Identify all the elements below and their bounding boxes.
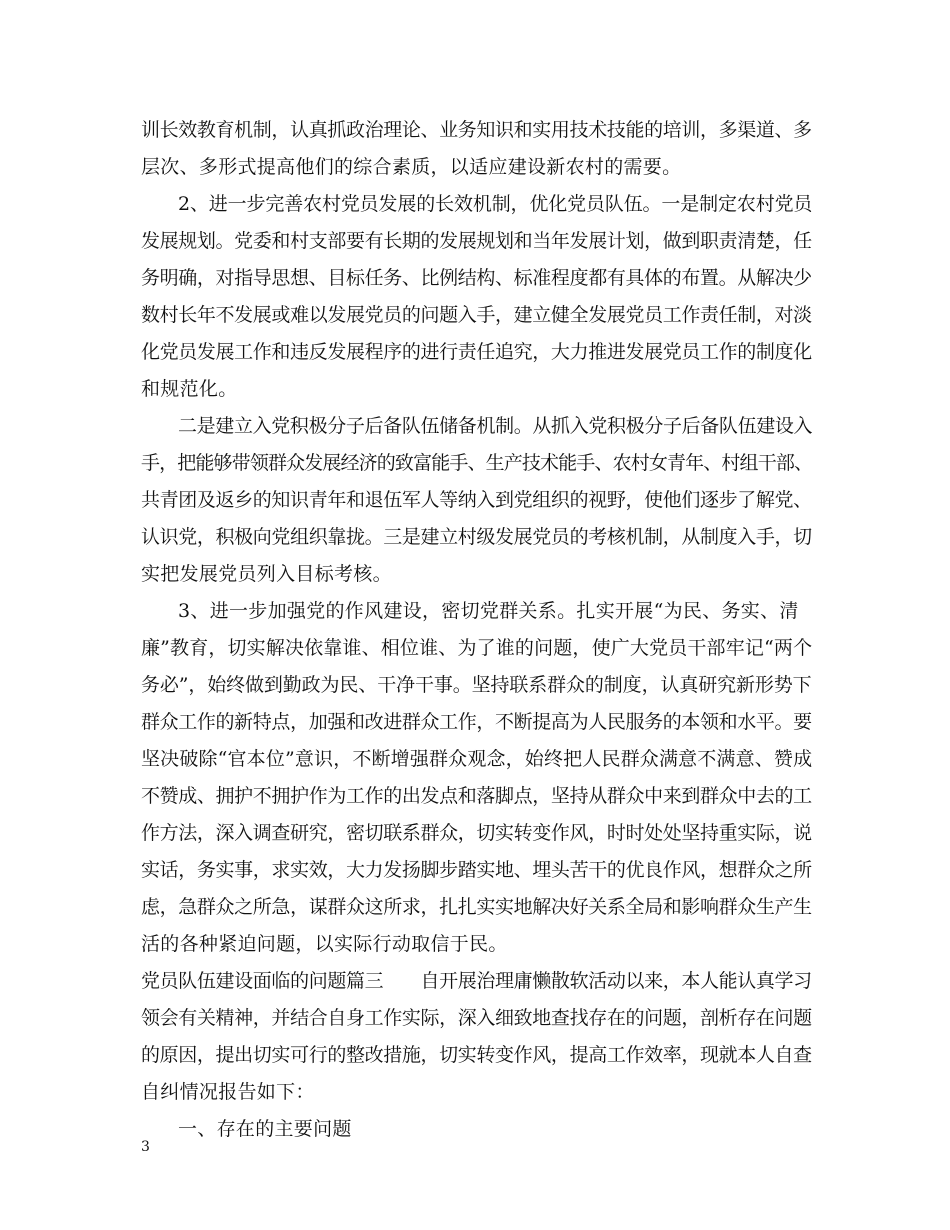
text-line: 自纠情况报告如下： xyxy=(141,1081,315,1103)
section-heading: 一、存在的主要问题 xyxy=(178,1118,352,1140)
text-line: 认识党，积极向党组织靠拢。三是建立村级发展党员的考核机制，从制度入手，切 xyxy=(141,526,812,548)
text-line: 和规范化。 xyxy=(141,378,238,400)
text-line: 2、进一步完善农村党员发展的长效机制，优化党员队伍。一是制定农村党员 xyxy=(178,193,813,215)
page-number: 3 xyxy=(141,1139,150,1155)
text-line: 数村长年不发展或难以发展党员的问题入手，建立健全发展党员工作责任制，对淡 xyxy=(141,304,812,326)
text-line: 的原因，提出切实可行的整改措施，切实转变作风，提高工作效率，现就本人自查 xyxy=(141,1044,812,1066)
text-line: 二是建立入党积极分子后备队伍储备机制。从抓入党积极分子后备队伍建设入 xyxy=(178,415,813,437)
text-line: 实把发展党员列入目标考核。 xyxy=(141,563,392,585)
text-line: 不赞成、拥护不拥护作为工作的出发点和落脚点，坚持从群众中来到群众中去的工 xyxy=(141,785,812,807)
text-line: 活的各种紧迫问题，以实际行动取信于民。 xyxy=(141,933,508,955)
text-line: 务必”，始终做到勤政为民、干净干事。坚持联系群众的制度，认真研究新形势下 xyxy=(141,674,812,696)
text-line: 实话，务实事，求实效，大力发扬脚步踏实地、埋头苦干的优良作风，想群众之所 xyxy=(141,859,812,881)
text-line: 领会有关精神，并结合自身工作实际，深入细致地查找存在的问题，剖析存在问题 xyxy=(141,1007,812,1029)
text-line: 发展规划。党委和村支部要有长期的发展规划和当年发展计划，做到职责清楚，任 xyxy=(141,230,812,252)
text-line: 党员队伍建设面临的问题篇三 自开展治理庸懒散软活动以来，本人能认真学习 xyxy=(141,970,812,992)
text-line: 手，把能够带领群众发展经济的致富能手、生产技术能手、农村女青年、村组干部、 xyxy=(141,452,813,474)
text-line: 化党员发展工作和违反发展程序的进行责任追究，大力推进发展党员工作的制度化 xyxy=(141,341,812,363)
text-line: 群众工作的新特点，加强和改进群众工作，不断提高为人民服务的本领和水平。要 xyxy=(141,711,812,733)
text-line: 层次、多形式提高他们的综合素质，以适应建设新农村的需要。 xyxy=(141,156,682,178)
text-line: 作方法，深入调查研究，密切联系群众，切实转变作风，时时处处坚持重实际，说 xyxy=(141,822,812,844)
text-line: 廉”教育，切实解决依靠谁、相位谁、为了谁的问题，使广大党员干部牢记“两个 xyxy=(141,637,813,659)
text-line: 训长效教育机制，认真抓政治理论、业务知识和实用技术技能的培训，多渠道、多 xyxy=(141,119,812,141)
text-line: 虑，急群众之所急，谋群众这所求，扎扎实实地解决好关系全局和影响群众生产生 xyxy=(141,896,812,918)
text-line: 共青团及返乡的知识青年和退伍军人等纳入到党组织的视野，使他们逐步了解党、 xyxy=(141,489,812,511)
text-line: 务明确，对指导思想、目标任务、比例结构、标准程度都有具体的布置。从解决少 xyxy=(141,267,812,289)
text-line: 3、进一步加强党的作风建设，密切党群关系。扎实开展“为民、务实、清 xyxy=(178,600,799,622)
text-line: 坚决破除“官本位”意识，不断增强群众观念，始终把人民群众满意不满意、赞成 xyxy=(141,748,813,770)
